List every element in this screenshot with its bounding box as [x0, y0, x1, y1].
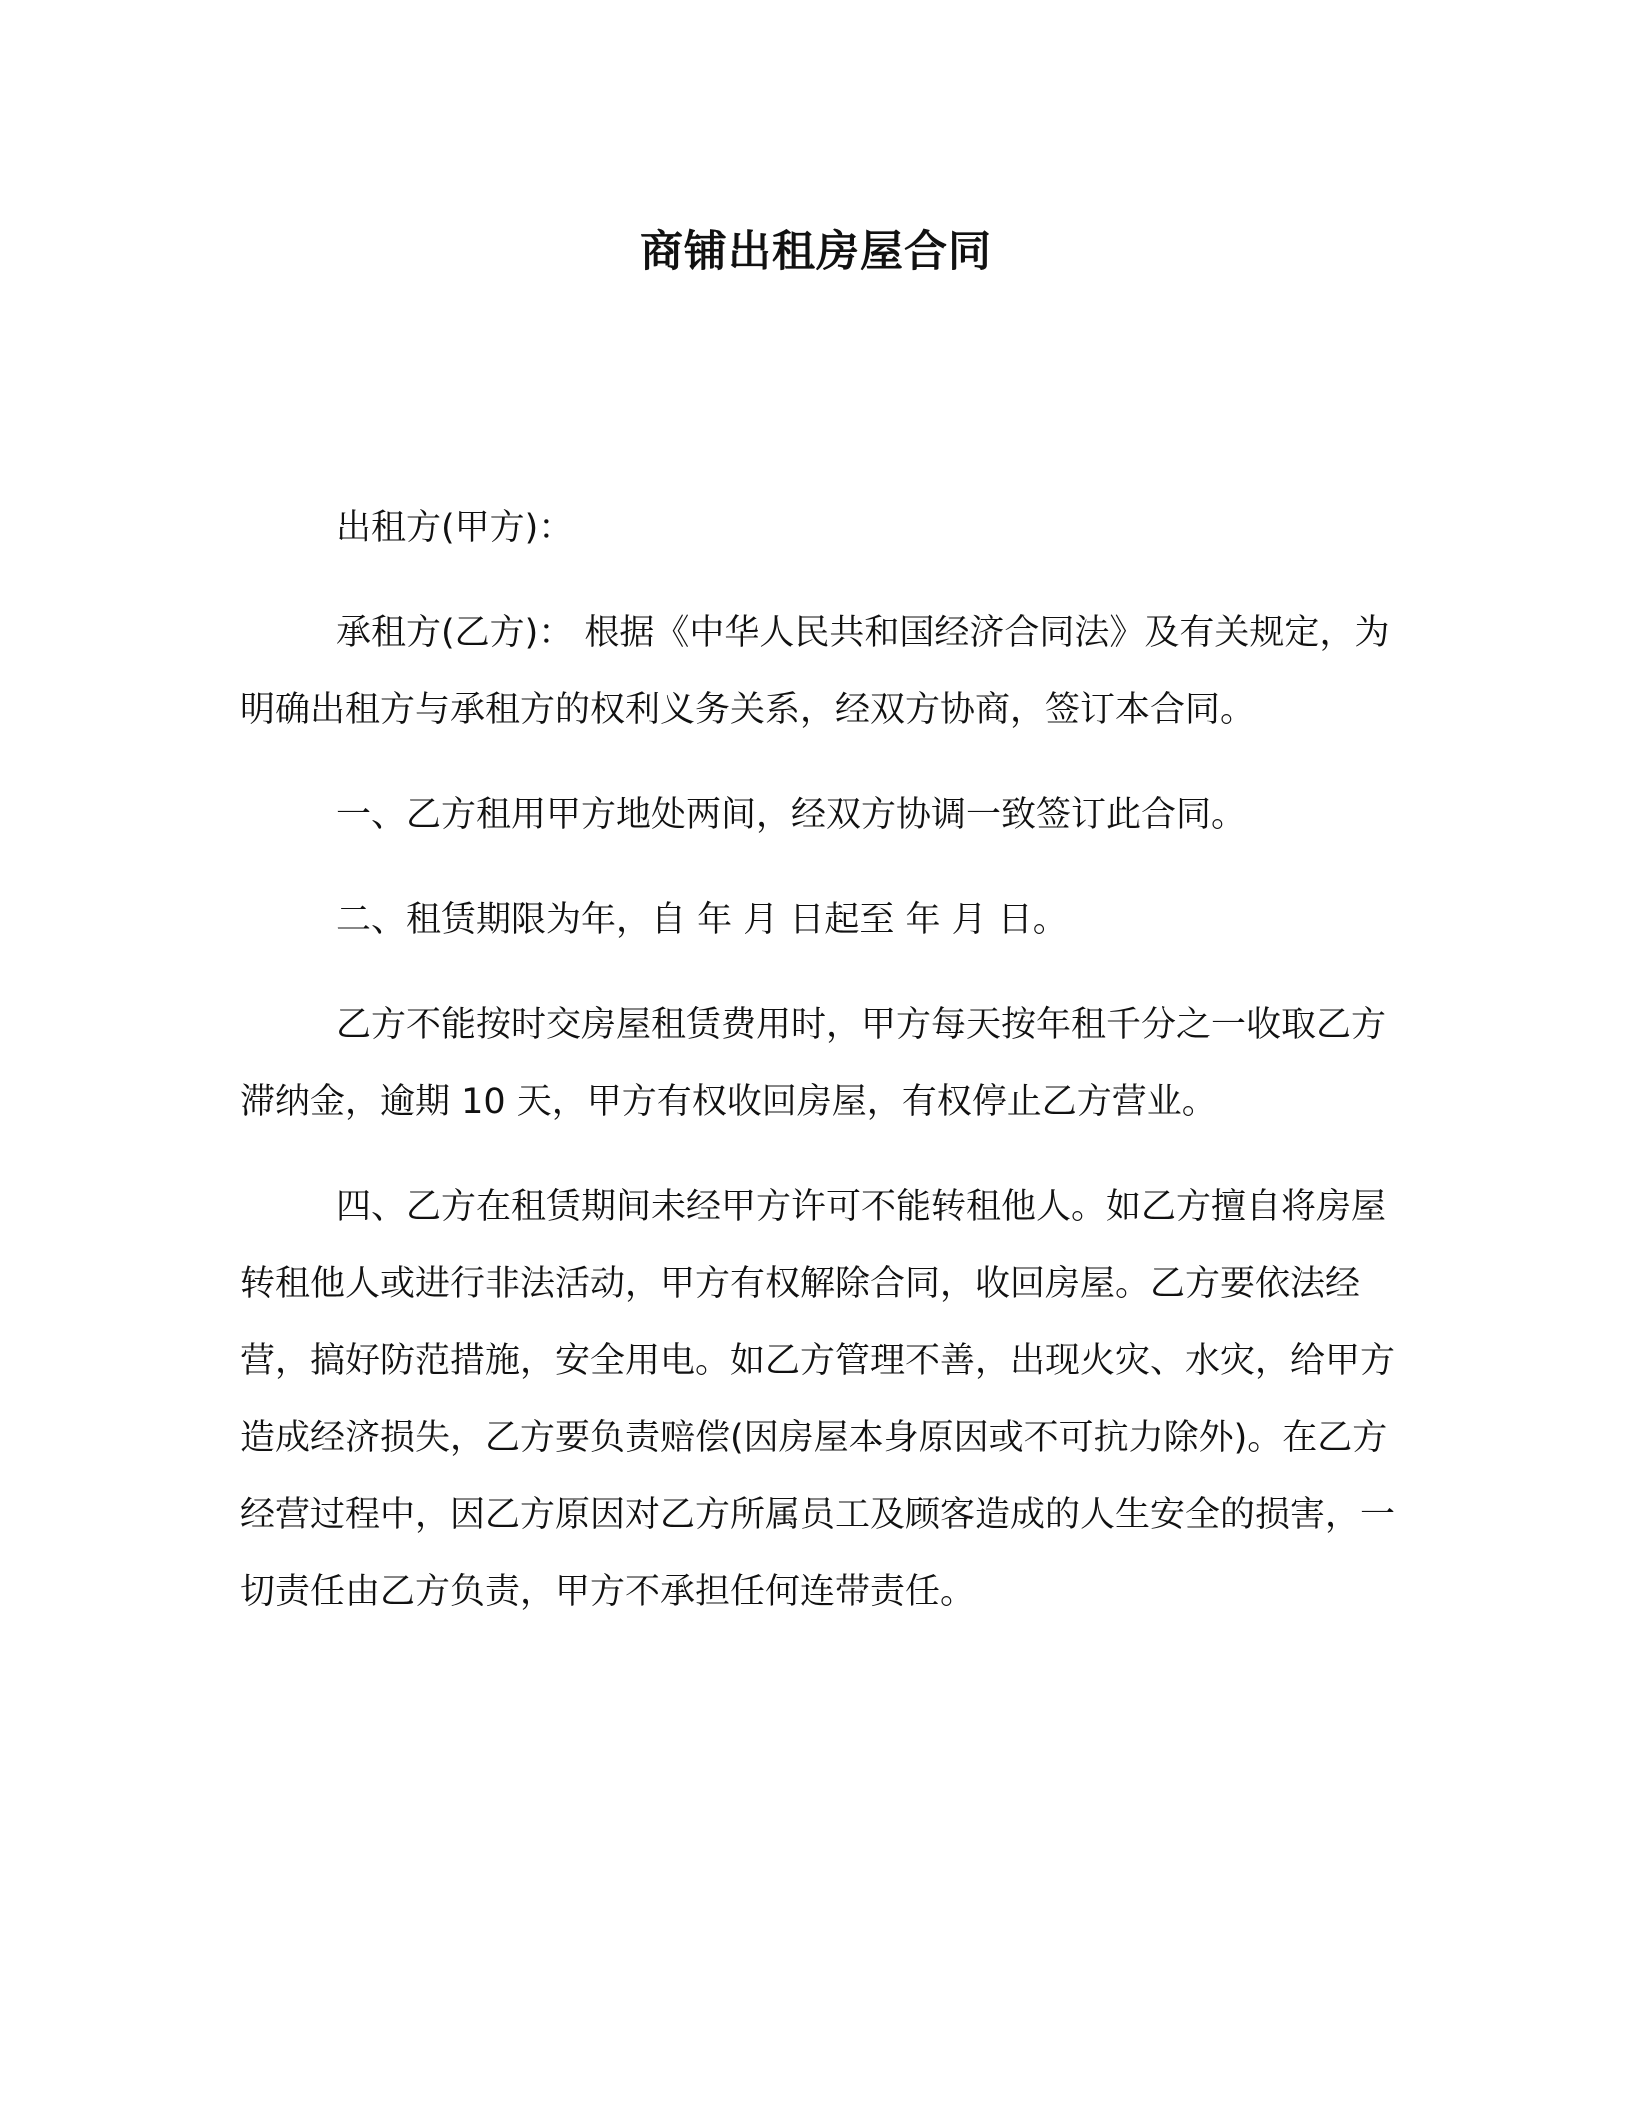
paragraph-late-fee: 乙方不能按时交房屋租赁费用时，甲方每天按年租千分之一收取乙方滞纳金，逾期 10 天，甲方有权收回房屋，有权停止乙方营业。 [240, 1005, 1387, 1122]
document-body [240, 490, 1400, 1659]
paragraph-clause-one: 一、乙方租用甲方地处两间，经双方协调一致签订此合同。 [336, 795, 1247, 835]
document-title: 商铺出租房屋合同 [640, 227, 992, 277]
paragraph-clause-two: 二、租赁期限为年，自 年 月 日起至 年 月 日。 [336, 900, 1068, 940]
paragraph-clause-four: 四、乙方在租赁期间未经甲方许可不能转租他人。如乙方擅自将房屋转租他人或进行非法活动，甲方有权解除合同，收回房屋。乙方要依法经营，搞好防范措施，安全用电。如乙方管理不善，出现火灾、水灾，给甲方造成经济损失，乙方要负责赔偿(因房屋本身原因或不可抗力除外)。在乙方经营过程中，因乙方原因对乙方所属员工及顾客造成的人生安全的损害，一切责任由乙方负责，甲方不承担任何连带责任。 [240, 1187, 1396, 1612]
paragraph-lessor: 出租方(甲方)： [336, 508, 574, 548]
paragraph-lessee: 承租方(乙方)： 根据《中华人民共和国经济合同法》及有关规定，为明确出租方与承租方的权利义务关系，经双方协商，签订本合同。 [240, 613, 1390, 730]
